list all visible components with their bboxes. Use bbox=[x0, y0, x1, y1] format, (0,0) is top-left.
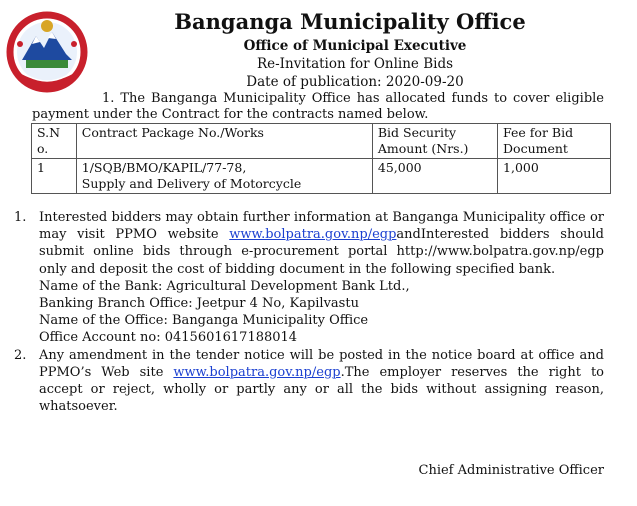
notice-type: Re-Invitation for Online Bids bbox=[256, 56, 454, 72]
list-item-text-after-link: andInterested bidders should submit online bids through e-procurement portal http://www.bolpatra.gov.np/egp only and deposit the cost of bidding document in the following specified bank. bbox=[39, 227, 604, 277]
intro-paragraph bbox=[32, 91, 604, 123]
list-item bbox=[14, 347, 604, 416]
office-name-line: Name of the Office: Banganga Municipality Office bbox=[39, 313, 369, 329]
cell-package bbox=[76, 159, 372, 194]
header-bid-security: Bid Security Amount (Nrs.) bbox=[372, 124, 497, 159]
list-item-text bbox=[39, 209, 604, 347]
list-item-text bbox=[39, 347, 604, 416]
notice-list bbox=[14, 209, 604, 415]
list-item bbox=[14, 209, 604, 347]
table-row bbox=[32, 159, 611, 194]
publication-date: Date of publication: 2020-09-20 bbox=[246, 74, 464, 90]
cell-package-no: 1/SQB/BMO/KAPIL/77-78, bbox=[81, 160, 247, 175]
list-item-number: 1. bbox=[14, 210, 27, 225]
ppmo-website-link[interactable]: www.bolpatra.gov.np/egp bbox=[173, 364, 341, 380]
list-item-text-before-link: Interested bidders may obtain further information at Banganga Municipality office or may visit PPMO website bbox=[39, 210, 604, 243]
header-contract-package: Contract Package No./Works bbox=[76, 124, 372, 159]
office-account-no: Office Account no: 0415601617188014 bbox=[39, 330, 298, 346]
page-title: Banganga Municipality Office bbox=[174, 9, 526, 34]
cell-sn: 1 bbox=[32, 159, 77, 194]
signature-title: Chief Administrative Officer bbox=[418, 463, 604, 478]
ppmo-website-link[interactable]: www.bolpatra.gov.np/egp bbox=[229, 227, 397, 243]
cell-bid-security: 45,000 bbox=[372, 159, 497, 194]
list-item-text-before-link: Any amendment in the tender notice will be posted in the notice board at office and PPMO’s Web site bbox=[39, 347, 604, 380]
list-item-number: 2. bbox=[14, 347, 27, 363]
header-fee: Fee for Bid Document bbox=[498, 124, 611, 159]
intro-text: The Banganga Municipality Office has allocated funds to cover eligible payment under the Contract for the contracts named below. bbox=[32, 91, 604, 122]
header-sn: S.N o. bbox=[32, 124, 77, 159]
cell-works: Supply and Delivery of Motorcycle bbox=[81, 176, 302, 191]
table-header-row bbox=[32, 124, 611, 159]
cell-fee: 1,000 bbox=[498, 159, 611, 194]
contract-table bbox=[31, 123, 611, 194]
office-name: Office of Municipal Executive bbox=[243, 38, 467, 54]
bank-branch: Banking Branch Office: Jeetpur 4 No, Kapilvastu bbox=[39, 296, 359, 312]
bank-name: Name of the Bank: Agricultural Development Bank Ltd., bbox=[39, 278, 410, 294]
intro-number: 1. bbox=[102, 91, 115, 106]
nepal-government-emblem bbox=[6, 8, 88, 98]
list-item-text-after-link: .The employer reserves the right to accept or reject, wholly or partly any or all the bids without assigning reason, whatsoever. bbox=[39, 364, 605, 415]
